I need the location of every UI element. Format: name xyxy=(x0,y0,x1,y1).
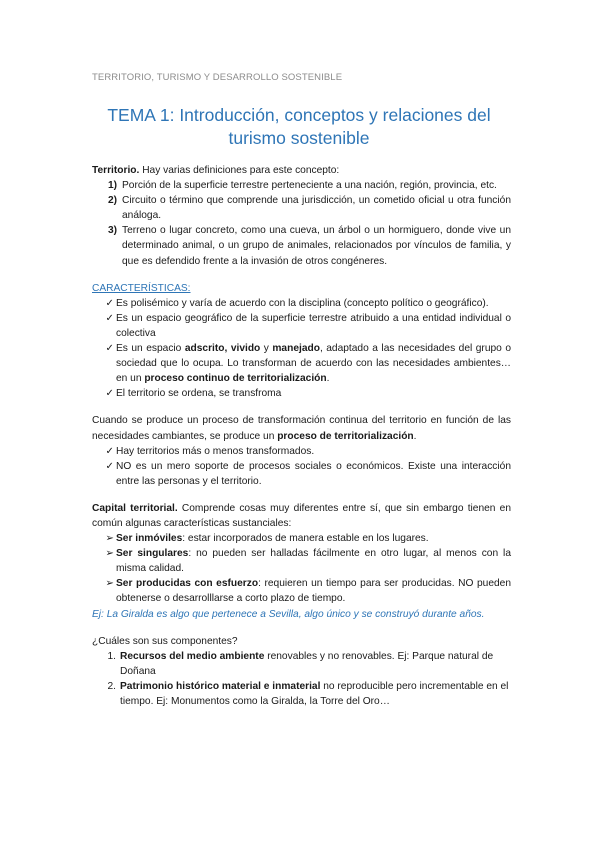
componentes-question: ¿Cuáles son sus componentes? xyxy=(92,635,238,647)
running-header: TERRITORIO, TURISMO Y DESARROLLO SOSTENIBLE xyxy=(92,72,343,83)
component-item: 2. Patrimonio histórico material e inmaterial no reproducible pero incrementable en el tiempo. Ej: Monumentos como la Giralda, la Torre del Oro… xyxy=(107,680,509,707)
capital-term: Capital territorial. xyxy=(92,502,178,514)
check-icon: ✓ xyxy=(105,312,114,324)
territorio-definitions xyxy=(92,178,511,269)
document-body xyxy=(92,163,511,709)
check-icon: ✓ xyxy=(105,297,114,309)
check-item: ✓ Es polisémico y varía de acuerdo con la disciplina (concepto político o geográfico). xyxy=(92,296,511,311)
check-icon: ✓ xyxy=(105,388,114,400)
check-item: ✓ Hay territorios más o menos transformados. xyxy=(92,444,511,459)
definition-item: 3) Terreno o lugar concreto, como una cueva, un árbol o un hormiguero, donde vive un determinado animal, o un grupo de animales, relacionados por vínculos de familia, y que es defendido frente a la invasión de otros congéneres. xyxy=(107,225,511,267)
example-text: Ej: La Giralda es algo que pertenece a Sevilla, algo único y se construyó durante años. xyxy=(92,608,485,620)
caracteristicas-heading: CARACTERÍSTICAS: xyxy=(92,282,191,294)
definition-item: 1) Porción de la superficie terrestre perteneciente a una nación, región, provincia, etc. xyxy=(107,180,497,192)
arrow-bullet-icon: ➢ xyxy=(105,578,114,590)
definition-item: 2) Circuito o término que comprende una jurisdicción, un cometido oficial u otra función análoga. xyxy=(107,195,511,222)
check-icon: ✓ xyxy=(105,445,114,457)
page-title: TEMA 1: Introducción, conceptos y relaciones del turismo sostenible xyxy=(107,105,491,148)
check-item: ✓ NO es un mero soporte de procesos sociales o económicos. Existe una interacción entre las personas y el territorio. xyxy=(92,459,511,489)
arrow-bullet-icon: ➢ xyxy=(105,533,114,545)
check-item: ✓ Es un espacio geográfico de la superficie terrestre atribuido a una entidad individual o colectiva xyxy=(92,311,511,341)
check-icon: ✓ xyxy=(105,460,114,472)
territorio-intro: Territorio. Hay varias definiciones para este concepto: xyxy=(92,165,340,176)
check-icon: ✓ xyxy=(105,343,114,355)
arrow-item: ➢ Ser singulares: no pueden ser halladas fácilmente en otro lugar, al menos con la misma calidad. xyxy=(92,546,511,576)
check-item: ✓ El territorio se ordena, se transfroma xyxy=(92,386,511,401)
component-item: 1. Recursos del medio ambiente renovables y no renovables. Ej: Parque natural de Doñana xyxy=(107,650,494,677)
capital-territorial-paragraph: Capital territorial. Comprende cosas muy diferentes entre sí, que sin embargo tienen en común algunas características sustanciales: xyxy=(92,502,511,529)
check-item: ✓ Es un espacio adscrito, vivido y manejado, adaptado a las necesidades del grupo o sociedad que lo ocupa. Lo transforman de acuerdo con las necesidades ambientes… en un proceso continuo de territorialización. xyxy=(92,341,511,386)
arrow-item: ➢ Ser inmóviles: estar incorporados de manera estable en los lugares. xyxy=(92,531,511,546)
territorializacion-paragraph: Cuando se produce un proceso de transformación continua del territorio en función de las necesidades cambiantes, se produce un proceso de territorialización. xyxy=(92,415,511,442)
arrow-bullet-icon: ➢ xyxy=(105,548,114,560)
territorio-term: Territorio. xyxy=(92,165,140,176)
arrow-item: ➢ Ser producidas con esfuerzo: requieren un tiempo para ser producidas. NO pueden obtenerse o desarrolllarse a corto plazo de tiempo. xyxy=(92,576,511,606)
